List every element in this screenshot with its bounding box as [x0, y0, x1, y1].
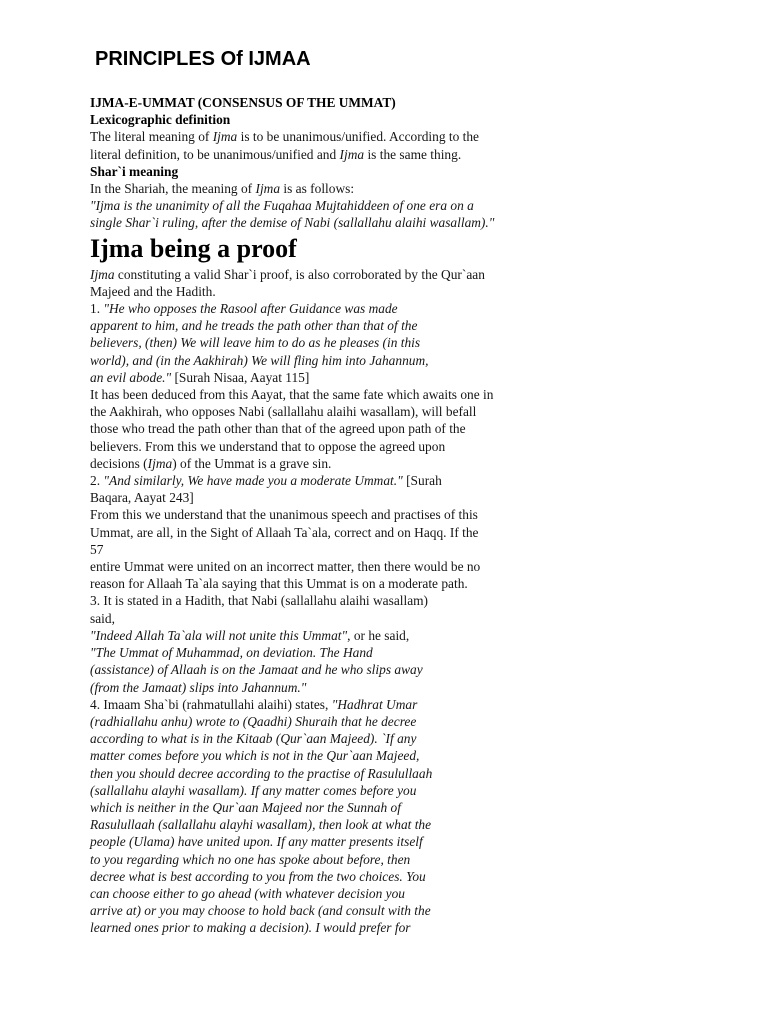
text-line: It has been deduced from this Aayat, that the same fate which awaits one in: [90, 387, 494, 403]
quote-line: learned ones prior to making a decision). I would prefer for: [90, 920, 411, 936]
text-line: The literal meaning of Ijma is to be unanimous/unified. According to the: [90, 129, 479, 145]
quote-line: decree what is best according to you from the two choices. You: [90, 868, 426, 884]
quote-line: "The Ummat of Muhammad, on deviation. The Hand: [90, 645, 373, 661]
quote-line: an evil abode." [Surah Nisaa, Aayat 115]: [90, 369, 310, 385]
text-line: literal definition, to be unanimous/unified and Ijma is the same thing.: [90, 146, 462, 162]
text-line: reason for Allaah Ta`ala saying that this Ummat is on a moderate path.: [90, 576, 468, 592]
text-line: decisions (Ijma) of the Ummat is a grave sin.: [90, 455, 332, 471]
text-line: believers. From this we understand that to oppose the agreed upon: [90, 438, 446, 454]
quote-line: 2. "And similarly, We have made you a moderate Ummat." [Surah: [90, 473, 442, 489]
text-line: said,: [90, 610, 115, 626]
text-line: Ummat, are all, in the Sight of Allaah Ta`ala, correct and on Haqq. If the: [90, 524, 479, 540]
text-line: entire Ummat were united on an incorrect matter, then there would be no: [90, 559, 481, 575]
page-number: 57: [90, 541, 104, 557]
quote-line: world), and (in the Aakhirah) We will fling him into Jahannum,: [90, 352, 429, 368]
page-title: PRINCIPLES Of IJMAA: [95, 48, 311, 70]
quote-line: Rasulullaah (sallallahu alayhi wasallam), then look at what the: [90, 817, 432, 833]
quote-line: single Shar`i ruling, after the demise of Nabi (sallallahu alaihi wasallam).": [90, 215, 495, 231]
quote-line: matter comes before you which is not in the Qur`aan Majeed,: [90, 748, 420, 764]
text-line: those who tread the path other than that of the agreed upon path of the: [90, 421, 466, 437]
section-heading: IJMA-E-UMMAT (CONSENSUS OF THE UMMAT): [90, 95, 396, 110]
quote-line: people (Ulama) have united upon. If any matter presents itself: [90, 834, 423, 850]
text-line: Majeed and the Hadith.: [90, 283, 216, 299]
text-line: 3. It is stated in a Hadith, that Nabi (sallallahu alaihi wasallam): [90, 593, 429, 609]
quote-line: (from the Jamaat) slips into Jahannum.": [90, 679, 307, 695]
quote-line: apparent to him, and he treads the path other than that of the: [90, 318, 418, 334]
quote-line: 4. Imaam Sha`bi (rahmatullahi alaihi) states, "Hadhrat Umar: [90, 696, 418, 712]
quote-line: (assistance) of Allaah is on the Jamaat and he who slips away: [90, 662, 423, 678]
quote-line: (sallallahu alayhi wasallam). If any matter comes before you: [90, 782, 417, 798]
quote-line: "Ijma is the unanimity of all the Fuqahaa Mujtahiddeen of one era on a: [90, 198, 474, 214]
quote-line: (radhiallahu anhu) wrote to (Qaadhi) Shuraih that he decree: [90, 713, 417, 729]
quote-line: which is neither in the Qur`aan Majeed nor the Sunnah of: [90, 799, 401, 815]
text-line: In the Shariah, the meaning of Ijma is as follows:: [90, 181, 355, 197]
quote-line: "Indeed Allah Ta`ala will not unite this Ummat", or he said,: [90, 627, 410, 643]
proof-heading: Ijma being a proof: [90, 233, 297, 263]
document-body: [90, 94, 530, 937]
lexicographic-heading: Lexicographic definition: [90, 112, 231, 128]
quote-line: according to what is in the Kitaab (Qur`aan Majeed). `If any: [90, 731, 417, 747]
text-line: Baqara, Aayat 243]: [90, 490, 194, 506]
quote-line: arrive at) or you may choose to hold back (and consult with the: [90, 903, 431, 919]
shari-heading: Shar`i meaning: [90, 163, 179, 179]
quote-line: can choose either to go ahead (with whatever decision you: [90, 885, 405, 901]
quote-line: to you regarding which no one has spoke about before, then: [90, 851, 411, 867]
quote-line: 1. "He who opposes the Rasool after Guidance was made: [90, 301, 398, 317]
text-line: the Aakhirah, who opposes Nabi (sallallahu alaihi wasallam), will befall: [90, 404, 477, 420]
quote-line: believers, (then) We will leave him to do as he pleases (in this: [90, 335, 421, 351]
quote-line: then you should decree according to the practise of Rasulullaah: [90, 765, 433, 781]
text-line: Ijma constituting a valid Shar`i proof, is also corroborated by the Qur`aan: [90, 266, 485, 282]
text-line: From this we understand that the unanimous speech and practises of this: [90, 507, 478, 523]
